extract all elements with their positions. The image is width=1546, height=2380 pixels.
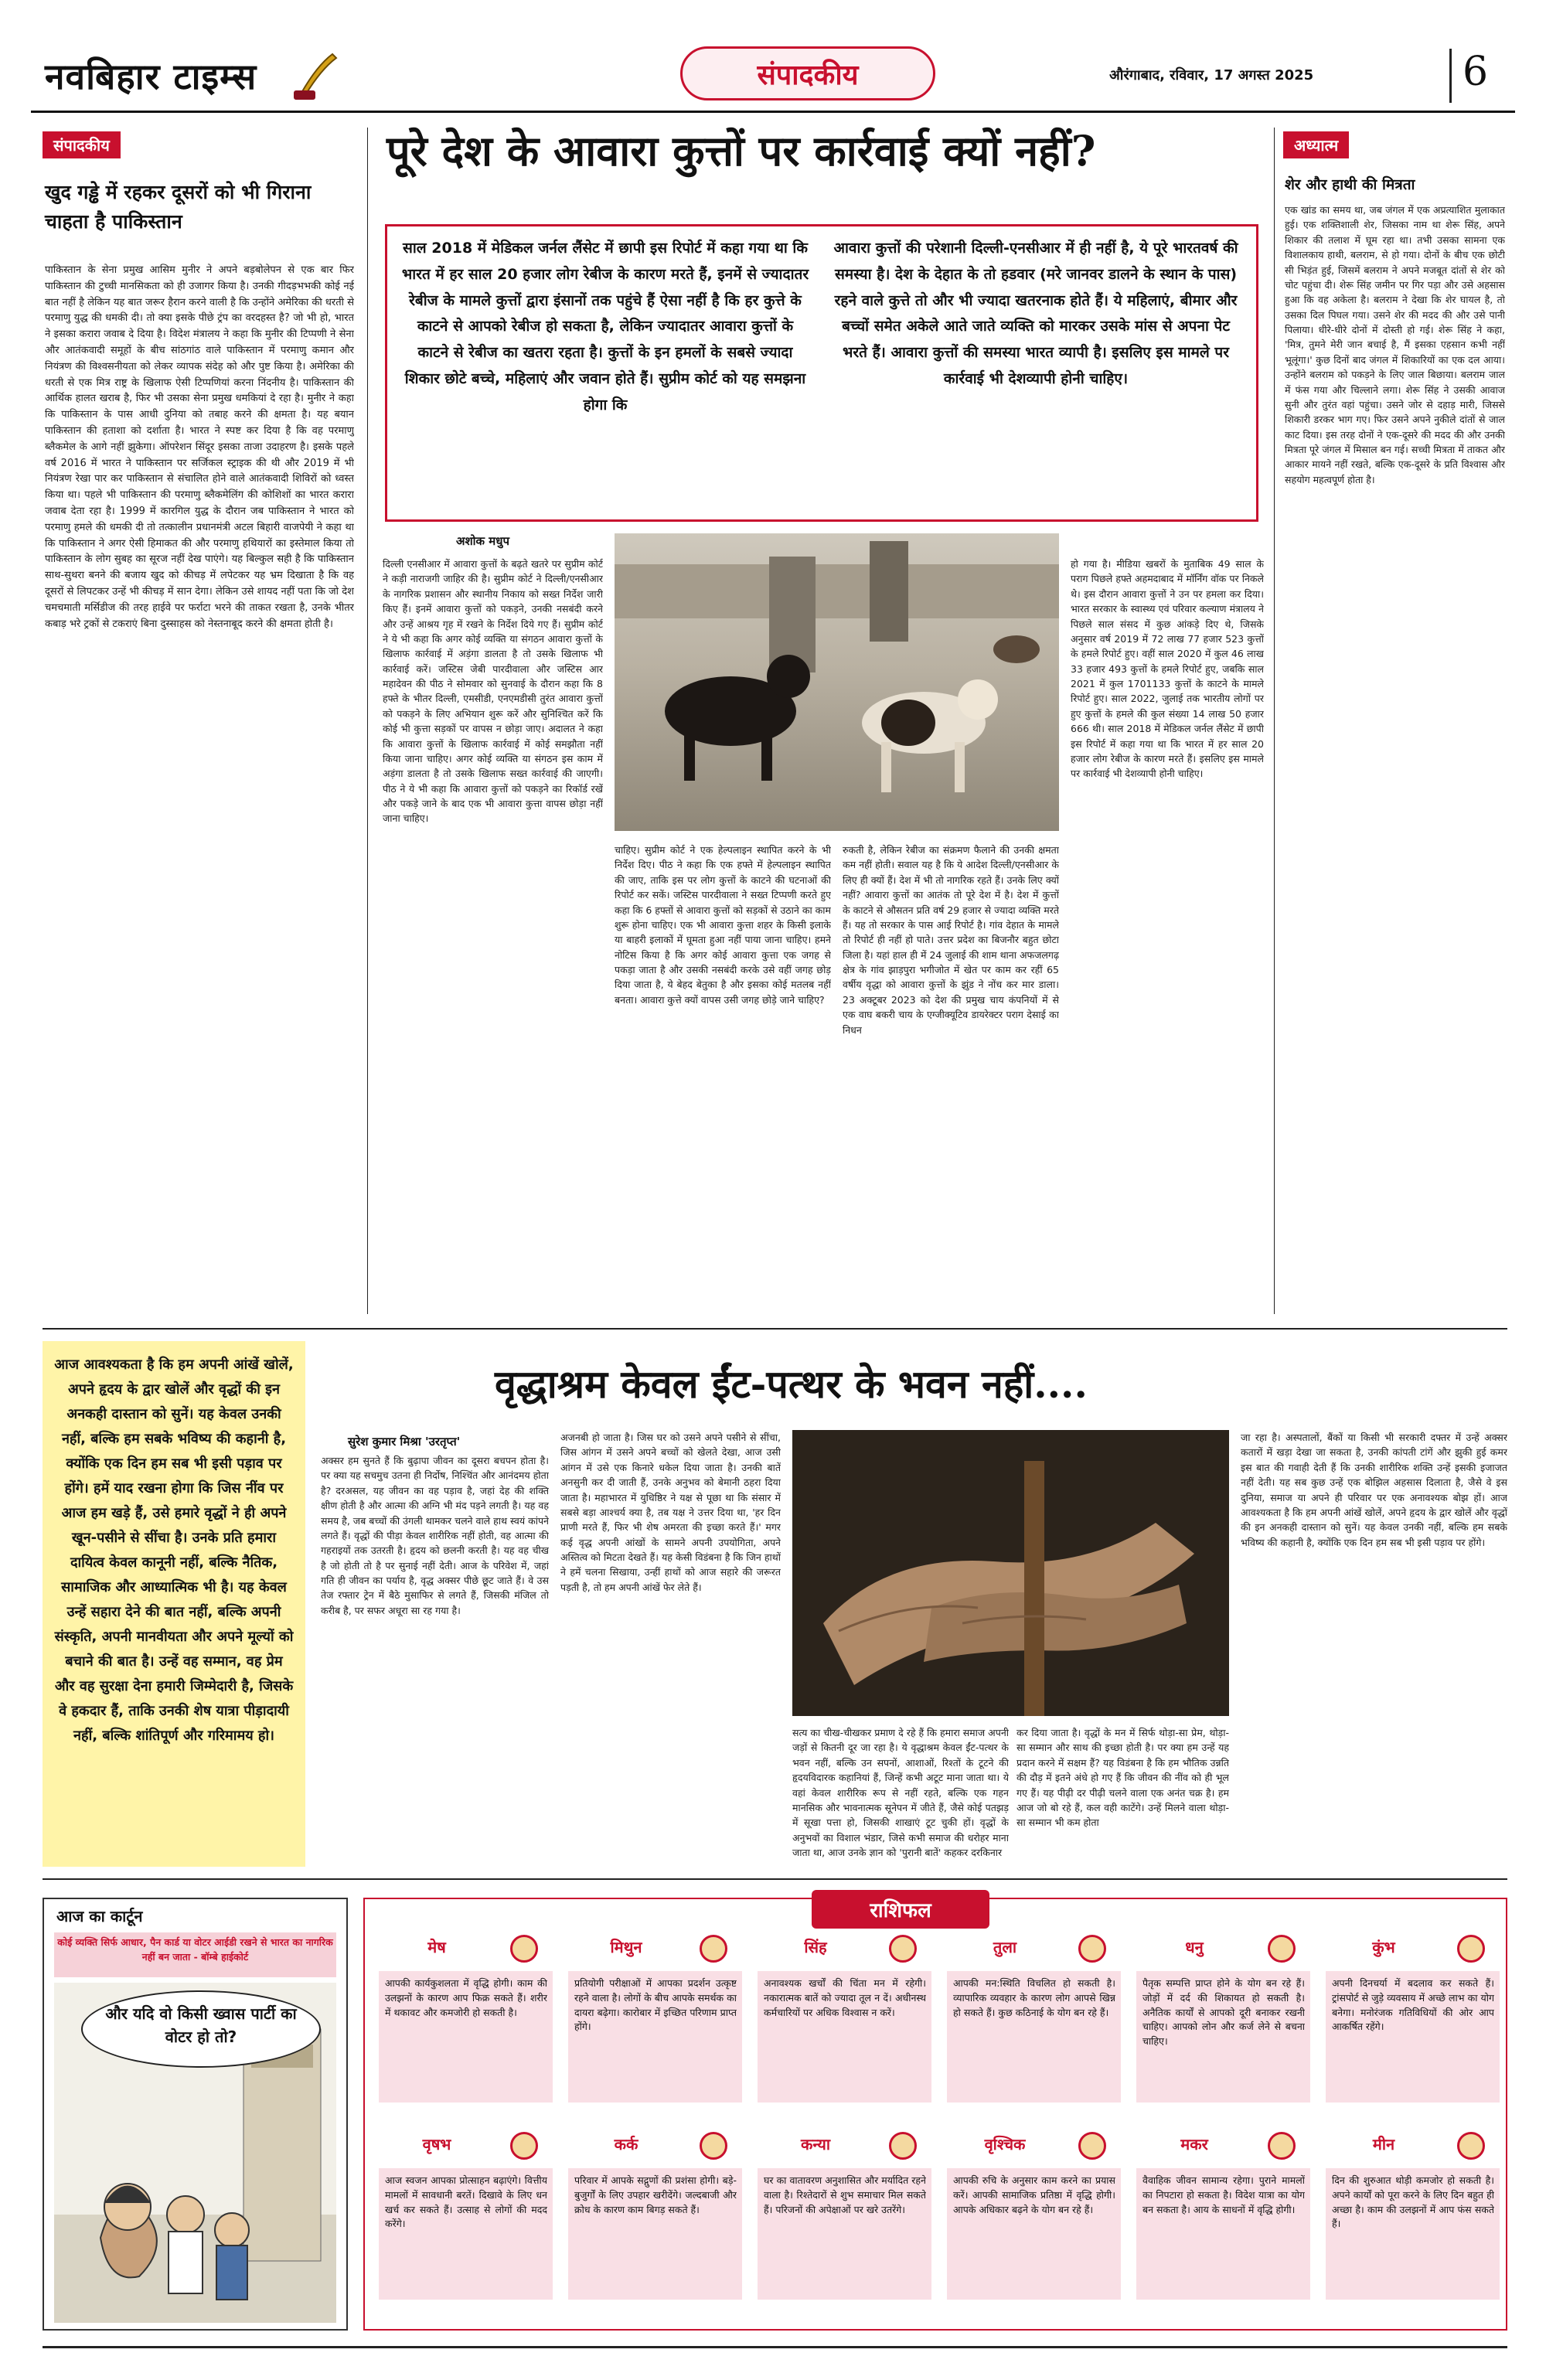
rashi-name: कुंभ bbox=[1372, 1938, 1395, 1956]
rashi-prediction: प्रतियोगी परीक्षाओं में आपका प्रदर्शन उत्कृष्ट रहने वाला है। लोगों के बीच आपके समर्थक का दायरा बढ़ेगा। कारोबार में इच्छित परिणाम प्राप्त होंगे। bbox=[574, 1977, 737, 2033]
lead-col-3: रुकती है, लेकिन रेबीज का संक्रमण फैलाने की उनकी क्षमता कम नहीं होती। सवाल यह है कि ये आदेश दिल्ली/एनसीआर के लिए ही क्यों हैं। देश में भी तो नागरिक रहते हैं। उनके लिए क्यों नहीं? आवारा कुत्तों का आतंक तो पूरे देश में है। देश में कुत्तों के काटने से औसतन प्रति वर्ष 29 हजार से ज्यादा व्यक्ति मरते हैं। यह तो सरकार के पास आई रिपोर्ट है। गांव देहात के मामले तो रिपोर्ट ही नहीं हो पाते। उत्तर प्रदेश का बिजनौर बहुत छोटा जिला है। यहां हाल ही में 24 जुलाई की शाम थाना अफजलगढ़ क्षेत्र के गांव झाड़पुरा भगीजोत में खेत पर काम कर रहीं 65 वर्षीय वृद्धा को आवारा कुत्तों के झुंड ने नोंच कर मार डाला। 23 अक्टूबर 2023 को देश की प्रमुख चाय कंपनियों में से एक वाघ बकरी चाय के एग्जीक्यूटिव डायरेक्टर पराग देसाई का निधन bbox=[843, 844, 1059, 1036]
zodiac-sign-icon bbox=[889, 1935, 917, 1963]
oldage-headline: वृद्धाश्रम केवल ईंट-पत्थर के भवन नहीं.... bbox=[495, 1361, 1088, 1407]
editorial-title: खुद गड्ढे में रहकर दूसरों को भी गिराना चाहता है पाकिस्तान bbox=[45, 181, 312, 233]
rashi-prediction: आपकी मन:स्थिति विचलित हो सकती है। व्यापारिक व्यवहार के कारण लोग आपसे खिन्न हो सकते हैं। कुछ कठिनाई के योग बन रहे हैं। bbox=[953, 1977, 1115, 2018]
masthead-rule bbox=[31, 111, 1515, 113]
spiritual-title: शेर और हाथी की मित्रता bbox=[1285, 176, 1415, 193]
lead-quote-right: आवारा कुत्तों की परेशानी दिल्ली-एनसीआर में ही नहीं है, ये पूरे भारतवर्ष की समस्या है। देश के देहात के तो हडवार (मरे जानवर डालने के स्थान के पास) रहने वाले कुत्ते तो और भी ज्यादा खतरनाक होते हैं। ये महिलाएं, बीमार और बच्चों समेत अकेले आते जाते व्यक्ति को मारकर उसके मांस से अपना पेट भरते हैं। आवारा कुत्तों की समस्या भारत व्यापी है। इसलिए इस मामले पर कार्रवाई भी देशव्यापी होनी चाहिए। bbox=[833, 240, 1238, 388]
spiritual-body: एक खांड का समय था, जब जंगल में एक अप्रत्याशित मुलाकात हुई। एक शक्तिशाली शेर, जिसका नाम था शेरू सिंह, अपने शिकार की तलाश में घूम रहा था। तभी उसका सामना एक विशालकाय हाथी, बलराम, से हो गया। दोनों के बीच एक छोटी सी भिड़ंत हुई, जिसमें बलराम ने अपने मजबूत दांतों से शेर को चोट पहुंचा दी। शेरू सिंह जमीन पर गिर पड़ा और उसे अहसास हुआ कि वह अकेला है। बलराम ने देखा कि शेर घायल है, तो उसका दिल पिघल गया। उसने शेर की मदद की और उसे पानी पिलाया। धीरे-धीरे दोनों में दोस्ती हो गई। शेरू सिंह ने कहा, 'मित्र, तुमने मेरी जान बचाई है, मैं इसका एहसान कभी नहीं भूलूंगा।' कुछ दिनों बाद जंगल में शिकारियों का एक दल आया। उन्होंने बलराम को पकड़ने के लिए जाल बिछाया। बलराम जाल में फंस गया और चिल्लाने लगा। शेरू सिंह ने उसकी आवाज सुनी और तुरंत वहां पहुंचा। उसने जोर से दहाड़ मारी, जिससे शिकारी डरकर भाग गए। फिर उसने अपने नुकीले दांतों से जाल काट दिया। इस तरह दोनों ने एक-दूसरे की मदद की और उनकी मित्रता पूरे जंगल में मिसाल बन गई। सच्ची मित्रता में ताकत और आकार मायने नहीं रखते, बल्कि एक-दूसरे के प्रति विश्वास और सहयोग महत्वपूर्ण होता है। bbox=[1285, 204, 1505, 485]
rashi-prediction: दिन की शुरुआत थोड़ी कमजोर हो सकती है। अपने कार्यों को पूरा करने के लिए दिन बहुत ही अच्छा है। काम की उलझनों में आप फंस सकते हैं। bbox=[1332, 2174, 1494, 2230]
page-number-divider bbox=[1449, 49, 1452, 103]
oldage-col-4: जा रहा है। अस्पतालों, बैंकों या किसी भी सरकारी दफ्तर में उन्हें अक्सर कतारों में खड़ा देखा जा सकता है, उनकी कांपती टांगें और झुकी हुई कमर इस बात की गवाही देती हैं कि उनकी शारीरिक शक्ति उन्हें इसकी इजाजत नहीं देती। यह सब कुछ उन्हें एक बोझिल अहसास दिलाता है, जैसे वे इस दुनिया, समाज या अपने ही परिवार पर एक अनावश्यक बोझ हों। आज आवश्यकता है कि हम अपनी आंखें खोलें, अपने हृदय के द्वार खोलें और वृद्धों की इन अनकही दास्तान को सुनें। यह केवल उनकी नहीं, बल्कि हम सबके भविष्य की कहानी है, क्योंकि एक दिन हम सब भी इसी पड़ाव पर होंगे। bbox=[1241, 1432, 1507, 1548]
lead-col-4: हो गया है। मीडिया खबरों के मुताबिक 49 साल के पराग पिछले हफ्ते अहमदाबाद में मॉर्निंग वॉक पर निकले थे। इस दौरान आवारा कुत्तों ने उन पर हमला कर दिया। भारत सरकार के स्वास्थ्य एवं परिवार कल्याण मंत्रालय ने पिछले साल संसद में कुछ आंकड़े दिए थे, जिसके अनुसार वर्ष 2019 में 72 लाख 77 हजार 523 कुत्तों के हमले रिपोर्ट हुए। वहीं साल 2020 में कुल 46 लाख 33 हजार 493 कुत्तों के हमले रिपोर्ट हुए, जबकि साल 2021 में कुल 1701133 कुत्तों के काटने के मामले रिपोर्ट हुए। साल 2022, जुलाई तक भारतीय लोगों पर हुए कुत्तों के हमले की कुल संख्या 14 लाख 50 हजार 666 थी। साल 2018 में मेडिकल जर्नल लैंसेट में छापी इस रिपोर्ट में कहा गया था कि भारत में हर साल 20 हजार लोग रेबीज के कारण मरते हैं। इसलिए इस मामले पर कार्रवाई भी देशव्यापी होनी चाहिए। bbox=[1071, 558, 1264, 780]
zodiac-sign-icon bbox=[1457, 1935, 1485, 1963]
lead-col-2: चाहिए। सुप्रीम कोर्ट ने एक हेल्पलाइन स्थापित करने के भी निर्देश दिए। पीठ ने कहा कि एक हफ्ते में हेल्पलाइन स्थापित की जाए, ताकि इस पर लोग कुत्तों के काटने की घटनाओं की रिपोर्ट कर सकें। जस्टिस पारदीवाला ने सख्त टिप्पणी करते हुए कहा कि 6 हफ्तों से आवारा कुत्तों को सड़कों से उठाने का काम शुरू होना चाहिए। एक भी आवारा कुत्ता शहर के किसी इलाके या बाहरी इलाकों में घूमता हुआ नहीं पाया जाना चाहिए। हमने नोटिस किया है कि अगर कोई आवारा कुत्ता एक जगह से पकड़ा जाता है और उसकी नसबंदी करके उसे वहीं जगह छोड़ दिया जाता है, ये बेहद बेतुका है और इसका कोई मतलब नहीं बनता। आवारा कुत्ते क्यों वापस उसी जगह छोड़े जाने चाहिए? bbox=[615, 844, 831, 1006]
editorial-tag: संपादकीय bbox=[43, 131, 121, 158]
rashi-name: सिंह bbox=[804, 1938, 827, 1956]
section-label: संपादकीय bbox=[757, 59, 859, 91]
rashi-name: कर्क bbox=[614, 2135, 638, 2154]
speech-bubble-text: और यदि वो किसी ख्वास पार्टी का वोटर हो तो? bbox=[105, 2004, 297, 2046]
oldage-col-2: अजनबी हो जाता है। जिस घर को उसने अपने पसीने से सींचा, जिस आंगन में उसने अपने बच्चों को खेलते देखा, आज उसी आंगन में उसे एक किनारे धकेल दिया जाता है। उनकी बातें अनसुनी कर दी जाती हैं, उनके अनुभव को बेमानी ठहरा दिया जाता है। महाभारत में युधिष्ठिर ने यक्ष से पूछा था कि संसार में सबसे बड़ा आश्चर्य क्या है, तब यक्ष ने उत्तर दिया था, 'हर दिन प्राणी मरते हैं, फिर भी शेष अमरता की इच्छा करते हैं।' मगर कई वृद्ध अपनी आंखों के सामने अपनी उपयोगिता, अपने अस्तित्व को मिटता देखते हैं। यह केसी विडंबना है कि जिन हाथों ने हमें चलना सिखाया, उन्हीं हाथों को आज सहारे की जरूरत पड़ती है, तो हम अपनी आंखें फेर लेते हैं। bbox=[560, 1432, 781, 1593]
rashi-name: वृषभ bbox=[422, 2135, 451, 2154]
divider-right bbox=[1274, 128, 1275, 1314]
divider-left bbox=[367, 128, 368, 1314]
rashi-name: धनु bbox=[1185, 1938, 1204, 1956]
oldage-author: सुरेश कुमार मिश्रा 'उरतृप्त' bbox=[348, 1435, 461, 1449]
rashi-prediction: आपकी कार्यकुशलता में वृद्धि होगी। काम की उलझनों के कारण आप फिक्र सकते हैं। शरीर में थकावट और कमजोरी हो सकती है। bbox=[385, 1977, 547, 2018]
lead-quote-left: साल 2018 में मेडिकल जर्नल लैंसेट में छापी इस रिपोर्ट में कहा गया था कि भारत में हर साल 20 हजार लोग रेबीज के कारण मरते हैं, इनमें से ज्यादातर रेबीज के मामले कुत्तों द्वारा इंसानों तक पहुंचे हैं ऐसा नहीं है कि हर कुत्ते के काटने से आपको रेबीज हो सकता है, लेकिन ज्यादातर आवारा कुत्तों के काटने से रेबीज का खतरा रहता है। कुत्तों के इन हमलों के सबसे ज्यादा शिकार छोटे बच्चे, महिलाएं और जवान होते हैं। सुप्रीम कोर्ट को यह समझना होगा कि bbox=[401, 240, 809, 414]
oldage-col-3a: सत्य का चीख-चीखकर प्रमाण दे रहे हैं कि हमारा समाज अपनी जड़ों से कितनी दूर जा रहा है। ये वृद्धाश्रम केवल ईंट-पत्थर के भवन नहीं, बल्कि उन सपनों, आशाओं, रिश्तों के टूटने की हृदयविदारक कहानियां हैं, जिन्हें कभी अटूट माना जाता था। ये वहां केवल शारीरिक रूप से नहीं रहते, बल्कि एक गहन मानसिक और भावनात्मक सूनेपन में जीते हैं, जैसे कोई पतझड़ में सूखा पत्ता हो, जिसकी शाखाएं टूट चुकी हों। वृद्धों के अनुभवों का विशाल भंडार, जिसे कभी समाज की धरोहर माना जाता था, आज उनके ज्ञान को 'पुरानी बातें' कहकर दरकिनार bbox=[792, 1727, 1009, 1858]
lead-author: अशोक मधुप bbox=[456, 534, 510, 548]
editorial-body: पाकिस्तान के सेना प्रमुख आसिम मुनीर ने अपने बड़बोलेपन से एक बार फिर पाकिस्तान की टुच्ची मानसिकता को ही उजागर किया है। उनकी गीदड़भभकी कोई नई बात नहीं है लेकिन यह बात जरूर हैरान करने वाली है कि उन्होंने अमेरिका की धरती से परमाणु युद्ध की धमकी दी। तो क्या इसके पीछे ट्रंप का वरदहस्त है? जो भी हो, भारत ने इसका करारा जवाब दे दिया है। विदेश मंत्रालय ने कहा कि मुनीर की टिप्पणी ने सेना और आतंकवादी समूहों के बीच सांठगांठ वाले पाकिस्तान में परमाणु कमान और नियंत्रण की विश्वसनीयता को लेकर व्यापक संदेह को और पुष्ट किया है। अमेरिका की धरती से एक मित्र राष्ट्र के खिलाफ ऐसी टिप्पणियां करना निंदनीय है। पाकिस्तान की आर्थिक हालत खराब है, फिर भी उसका सेना प्रमुख धमकियां दे रहा है। मुनीर ने कहा कि पाकिस्तान के पास आधी दुनिया को तबाह करने की क्षमता है। यह बयान पाकिस्तान की हताशा को दर्शाता है। भारत ने स्पष्ट कर दिया है कि वह परमाणु ब्लैकमेल के आगे नहीं झुकेगा। ऑपरेशन सिंदूर इसका ताजा उदाहरण है। इसके पहले वर्ष 2016 में भारत ने पाकिस्तान पर सर्जिकल स्ट्राइक की थी और 2019 में भी नियंत्रण रेखा पार कर पाकिस्तान से संचालित होने वाले आतंकवादी शिविरों को ध्वस्त किया था। पहले भी पाकिस्तान की परमाणु ब्लैकमेलिंग की कोशिशों का भारत करारा जवाब देता रहा है। 1999 में कारगिल युद्ध के दौरान जब पाकिस्तान ने भारत को परमाणु हमले की धमकी दी तो तत्कालीन प्रधानमंत्री अटल बिहारी वाजपेयी ने कहा था कि पाकिस्तान ने अगर ऐसी हिमाकत की और परमाणु हथियारों का इस्तेमाल किया तो पाकिस्तान के लोग सुबह का सूरज नहीं देख पाएंगे। यह बिल्कुल सही है कि पाकिस्तान साथ-सुथरा बनने की बजाय खुद को कीचड़ में लपेटकर यह भ्रम दिखाता है कि वह दूसरों से लिपटकर उन्हें भी कीचड़ में सान देगा। लेकिन उसे शायद नहीं पता कि जो देश चमचमाती मर्सिडीज की तरह हाईवे पर फर्राटा भरने की ताकत रखता है, उनके भीतर कबाड़ भरे ट्रकों से टकराएं बिना दुस्साहस को नेस्तनाबूद करने की क्षमता होती है। bbox=[45, 264, 354, 630]
rashi-prediction: अनावश्यक खर्चों की चिंता मन में रहेगी। नकारात्मक बातें को ज्यादा तूल न दें। अधीनस्थ कर्मचारियों पर अधिक विश्वास न करें। bbox=[764, 1977, 926, 2018]
rashi-prediction: अपनी दिनचर्या में बदलाव कर सकते हैं। ट्रांसपोर्ट से जुड़े व्यवसाय में अच्छे लाभ का योग बनेगा। मनोरंजक गतिविधियों की ओर आप आकर्षित रहेंगे। bbox=[1332, 1977, 1494, 2033]
zodiac-sign-icon bbox=[510, 2132, 538, 2160]
rashi-prediction: पैतृक सम्पत्ति प्राप्त होने के योग बन रहे हैं। जोड़ों में दर्द की शिकायत हो सकती है। अनैतिक कार्यों से आपको दूरी बनाकर रखनी चाहिए। आपको लोन और कर्ज लेने से बचना चाहिए। bbox=[1142, 1977, 1305, 2047]
rashi-name: मीन bbox=[1372, 2135, 1395, 2154]
section-rule-2 bbox=[43, 1328, 1507, 1330]
sidebar-quote: आज आवश्यकता है कि हम अपनी आंखें खोलें, अपने हृदय के द्वार खोलें और वृद्धों की इन अनकही दास्तान को सुनें। यह केवल उनकी नहीं, बल्कि हम सबके भविष्य की कहानी है, क्योंकि एक दिन हम सब भी इसी पड़ाव पर होंगे। हमें याद रखना होगा कि जिस नींव पर आज हम खड़े हैं, उसे हमारे वृद्धों ने ही अपने खून-पसीने से सींचा है। उनके प्रति हमारा दायित्व केवल कानूनी नहीं, बल्कि नैतिक, सामाजिक और आध्यात्मिक भी है। यह केवल उन्हें सहारा देने की बात नहीं, बल्कि अपनी संस्कृति, अपनी मानवीयता और अपने मूल्यों को बचाने की बात है। उन्हें वह सम्मान, वह प्रेम और वह सुरक्षा देना हमारी जिम्मेदारी है, जिसके वे हकदार हैं, ताकि उनकी शेष यात्रा पीड़ादायी नहीं, बल्कि शांतिपूर्ण और गरिमामय हो। bbox=[54, 1357, 294, 1745]
dogs-photo bbox=[615, 533, 1059, 831]
rashi-prediction: आपकी रुचि के अनुसार काम करने का प्रयास करें। आपकी सामाजिक प्रतिष्ठा में वृद्धि होगी। आपके अधिकार बढ़ने के योग बन रहे हैं। bbox=[953, 2174, 1115, 2215]
lead-col-1: दिल्ली एनसीआर में आवारा कुत्तों के बढ़ते खतरे पर सुप्रीम कोर्ट ने कड़ी नाराजगी जाहिर की है। सुप्रीम कोर्ट ने दिल्ली/एनसीआर के नागरिक प्रशासन और स्थानीय निकाय को सख्त निर्देश जारी किए हैं। इनमें आवारा कुत्तों को पकड़ने, उनकी नसबंदी करने और उन्हें आश्रय गृह में रखने के निर्देश दिये गए हैं। सुप्रीम कोर्ट ने ये भी कहा कि अगर कोई व्यक्ति या संगठन आवारा कुत्तों के खिलाफ कार्रवाई में अड़ंगा डालता है तो उसके खिलाफ भी कार्रवाई करें। जस्टिस जेबी पारदीवाला और जस्टिस आर महादेवन की पीठ ने सोमवार को सुनवाई के दौरान कहा कि 8 हफ्ते के भीतर दिल्ली, एमसीडी, एनएमडीसी तुरंत आवारा कुत्तों को पकड़ने के लिए अभियान शुरू करें और सुनिश्चित करें कि कोई भी कुत्ता सड़कों पर वापस न छोड़ा जाए। अदालत ने कहा कि आवारा कुत्तों के खिलाफ कार्रवाई में कोई समझौता नहीं किया जाना चाहिए। अगर कोई व्यक्ति या संगठन इस काम में अड़ंगा डालता है तो उसके खिलाफ सख्त कार्रवाई की जाएगी। पीठ ने ये भी कहा कि आवारा कुत्तों को पकड़ने का रिकॉर्ड रखें और पकड़े जाने के बाद एक भी आवारा कुत्ता वापस छोड़ा नहीं जाना चाहिए। bbox=[383, 558, 603, 825]
rashi-prediction: घर का वातावरण अनुशासित और मर्यादित रहने वाला है। रिश्तेदारों से शुभ समाचार मिल सकते हैं। परिजनों की अपेक्षाओं पर खरे उतरेंगे। bbox=[764, 2174, 926, 2215]
elderly-hands-photo bbox=[792, 1430, 1229, 1716]
lead-headline: पूरे देश के आवारा कुत्तों पर कार्रवाई क्यों नहीं? bbox=[386, 126, 1096, 175]
newspaper-name: नवबिहार टाइम्स bbox=[45, 56, 257, 97]
cartoon-banner: कोई व्यक्ति सिर्फ आधार, पैन कार्ड या वोटर आईडी रखने से भारत का नागरिक नहीं बन जाता - बॉम्बे हाईकोर्ट bbox=[54, 1932, 336, 1977]
oldage-col-1: अक्सर हम सुनते हैं कि बुढ़ापा जीवन का दूसरा बचपन होता है। पर क्या यह सचमुच उतना ही निर्दोष, निश्चिंत और आनंदमय होता है? दरअसल, यह जीवन का वह पड़ाव है, जहां देह की शक्ति क्षीण होती है और आत्मा की अग्नि भी मंद पड़ने लगती है। यह वह समय है, जब बच्चों की उंगली थामकर चलने वाले हाथ स्वयं कांपने लगते हैं। वृद्धों की पीड़ा केवल शारीरिक नहीं होती, वह आत्मा की गहराइयों तक उतरती है। हृदय को छलनी करती है। यह वह चीख है जो होती तो है पर सुनाई नहीं देती। आज के परिवेश में, जहां गति ही जीवन का पर्याय है, वृद्ध अक्सर पीछे छूट जाते हैं। वे उस तेज रफ्तार ट्रेन में बैठे मुसाफिर से लगते हैं, जिसकी मंजिल तो करीब है, पर सफर अधूरा सा रह गया है। bbox=[321, 1455, 549, 1616]
rashifal-title: राशिफल bbox=[870, 1899, 931, 1922]
quill-icon bbox=[286, 50, 340, 104]
rashi-name: वृश्चिक bbox=[984, 2135, 1026, 2154]
zodiac-sign-icon bbox=[1457, 2132, 1485, 2160]
zodiac-sign-icon bbox=[889, 2132, 917, 2160]
page-number: 6 bbox=[1463, 49, 1489, 95]
rashi-name: तुला bbox=[993, 1938, 1017, 1956]
rashi-name: मिथुन bbox=[610, 1938, 642, 1956]
spiritual-tag: अध्यात्म bbox=[1283, 131, 1349, 158]
cartoon-tag: आज का कार्टून bbox=[50, 1905, 148, 1926]
oldage-col-3b: कर दिया जाता है। वृद्धों के मन में सिर्फ थोड़ा-सा प्रेम, थोड़ा-सा सम्मान और साथ की इच्छा होती है। पर क्या हम उन्हें यह प्रदान करने में सक्षम हैं? यह विडंबना है कि हम भौतिक उन्नति की दौड़ में इतने अंधे हो गए हैं कि जीवन की नींव को ही भूल गए हैं। यह पीढ़ी दर पीढ़ी चलने वाला एक अनंत चक्र है। हम आज जो बो रहे हैं, कल वही काटेंगे। उन्हें मिलने वाला थोड़ा-सा सम्मान भी कम होता bbox=[1016, 1727, 1229, 1829]
zodiac-sign-icon bbox=[1268, 2132, 1296, 2160]
rashi-prediction: परिवार में आपके सद्गुणों की प्रशंसा होगी। बड़े-बुजुर्गों के लिए उपहार खरीदेंगे। जल्दबाजी और क्रोध के कारण काम बिगड़ सकते हैं। bbox=[574, 2174, 737, 2215]
zodiac-sign-icon bbox=[1078, 1935, 1106, 1963]
zodiac-sign-icon bbox=[700, 1935, 727, 1963]
rashi-prediction: आज स्वजन आपका प्रोत्साहन बढ़ाएंगे। वित्तीय मामलों में सावधानी बरतें। दिखावे के लिए धन खर्च कर सकते हैं। उत्साह से लोगों की मदद करेंगे। bbox=[385, 2174, 547, 2230]
rashi-name: कन्या bbox=[800, 2135, 831, 2154]
rashi-name: मेष bbox=[427, 1938, 446, 1956]
zodiac-sign-icon bbox=[1268, 1935, 1296, 1963]
dateline: औरंगाबाद, रविवार, 17 अगस्त 2025 bbox=[1109, 67, 1314, 83]
section-rule-3 bbox=[43, 1878, 1507, 1880]
rashi-prediction: वैवाहिक जीवन सामान्य रहेगा। पुराने मामलों का निपटारा हो सकता है। विदेश यात्रा का योग बन सकता है। आय के साधनों में वृद्धि होगी। bbox=[1142, 2174, 1305, 2215]
masthead bbox=[31, 43, 1515, 116]
zodiac-sign-icon bbox=[1078, 2132, 1106, 2160]
rashi-name: मकर bbox=[1180, 2135, 1208, 2154]
zodiac-sign-icon bbox=[700, 2132, 727, 2160]
footer-rule bbox=[43, 2346, 1507, 2348]
zodiac-sign-icon bbox=[510, 1935, 538, 1963]
